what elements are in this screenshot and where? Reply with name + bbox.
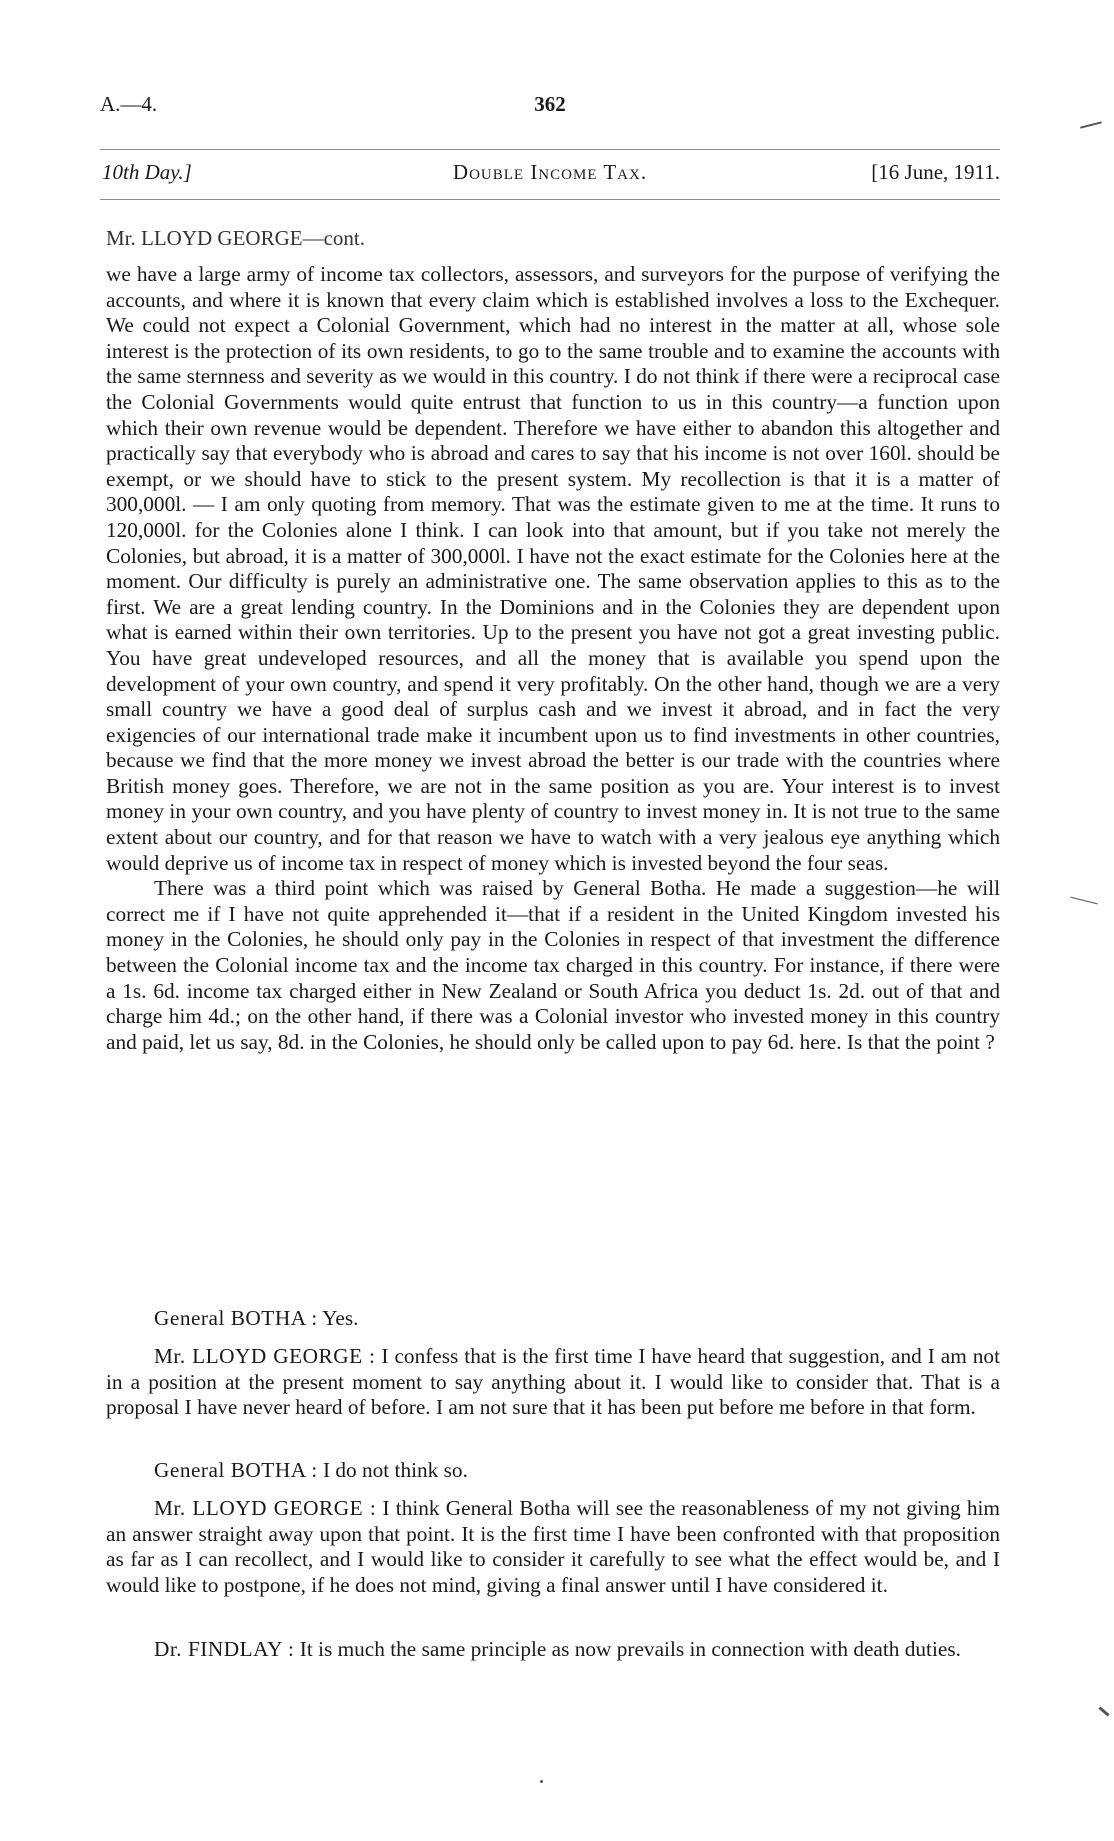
exchange-item — [106, 1306, 1000, 1332]
header-rule-top — [100, 149, 1000, 150]
speaker-name: Mr. LLOYD GEORGE : — [154, 1496, 377, 1520]
header-title: Double Income Tax. — [452, 160, 648, 184]
speaker-name: General BOTHA : — [154, 1306, 318, 1330]
speaker-name: Mr. LLOYD GEORGE : — [154, 1344, 376, 1368]
speech-text: Yes. — [317, 1306, 359, 1330]
speech-text: I do not think so. — [317, 1458, 468, 1482]
exchange-item — [106, 1458, 1000, 1484]
header-date: [16 June, 1911. — [871, 160, 1000, 184]
page-number: 362 — [534, 92, 566, 116]
exchange-item — [106, 1496, 1000, 1598]
speech-text: It is much the same principle as now prevails in connection with death duties. — [294, 1637, 961, 1661]
header-rule-bottom — [100, 199, 1000, 200]
margin-mark — [1080, 121, 1102, 128]
top-row — [100, 92, 1000, 122]
continued-speaker: Mr. LLOYD GEORGE—cont. — [106, 226, 365, 250]
header-day: 10th Day.] — [102, 160, 192, 184]
page-dot — [540, 1780, 543, 1783]
speaker-name: Dr. FINDLAY : — [154, 1637, 295, 1661]
speech-body — [106, 262, 1000, 1055]
exchange-item — [106, 1344, 1000, 1421]
speech-text: I confess that is the first time I have heard that suggestion, and I am not in a position at the present moment to say anything about it. I would like to consider that. That is a proposal I have never heard of before. I am not sure that it has been put before me before in that form. — [106, 1344, 1000, 1420]
speaker-name: General BOTHA : — [154, 1458, 318, 1482]
paper-reference: A.—4. — [100, 92, 158, 116]
margin-mark — [1070, 897, 1097, 905]
speech-text: I think General Botha will see the reasonableness of my not giving him an answer straight away upon that point. It is the first time I have been confronted with that proposition as far as I can recollect, and I would like to consider it carefully to see what the effect would be, and I would like to postpone, if he does not mind, giving a final answer until I have considered it. — [106, 1496, 1000, 1597]
exchange-item — [106, 1637, 1000, 1663]
margin-mark — [1098, 1706, 1109, 1716]
running-header — [100, 160, 1000, 190]
paragraph: we have a large army of income tax collectors, assessors, and surveyors for the purpose of verifying the accounts, and where it is known that every claim which is established involves a loss to the Exchequer. We could not expect a Colonial Government, which had no interest in the matter at all, whose sole interest is the protection of its own residents, to go to the same trouble and to examine the accounts with the same sternness and severity as we would in this country. I do not think if there were a reciprocal case the Colonial Governments would quite entrust that function to us in this country—a function upon which their own revenue would be dependent. Therefore we have either to abandon this altogether and practically say that everybody who is abroad and cares to say that his income is not over 160l. should be exempt, or we should have to stick to the present system. My recollection is that it is a matter of 300,000l. — I am only quoting from memory. That was the estimate given to me at the time. It runs to 120,000l. for the Colonies alone I think. I can look into that amount, but if you take not merely the Colonies, but abroad, it is a matter of 300,000l. I have not the exact estimate for the Colonies here at the moment. Our difficulty is purely an administrative one. The same observation applies to this as to the first. We are a great lending country. In the Dominions and in the Colonies they are dependent upon what is earned within their own territories. Up to the present you have not got a great investing public. You have great undeveloped resources, and all the money that is available you spend upon the development of your own country, and spend it very profitably. On the other hand, though we are a very small country we have a good deal of surplus cash and we invest it abroad, and in fact the very exigencies of our international trade make it incumbent upon us to find investments in other countries, because we find that the more money we invest abroad the better is our trade with the countries where British money goes. Therefore, we are not in the same position as you are. Your interest is to invest money in your own country, and you have plenty of country to invest money in. It is not true to the same extent about our country, and for that reason we have to watch with a very jealous eye anything which would deprive us of income tax in respect of money which is invested beyond the four seas. — [106, 262, 1000, 875]
paragraph: There was a third point which was raised by General Botha. He made a suggestion—he will correct me if I have not quite apprehended it—that if a resident in the United Kingdom invested his money in the Colonies, he should only pay in the Colonies in respect of that investment the difference between the Colonial income tax and the income tax charged in this country. For instance, if there were a 1s. 6d. income tax charged either in New Zealand or South Africa you deduct 1s. 2d. out of that and charge him 4d.; on the other hand, if there was a Colonial investor who invested money in this country and paid, let us say, 8d. in the Colonies, he should only be called upon to pay 6d. here. Is that the point ? — [106, 876, 1000, 1054]
